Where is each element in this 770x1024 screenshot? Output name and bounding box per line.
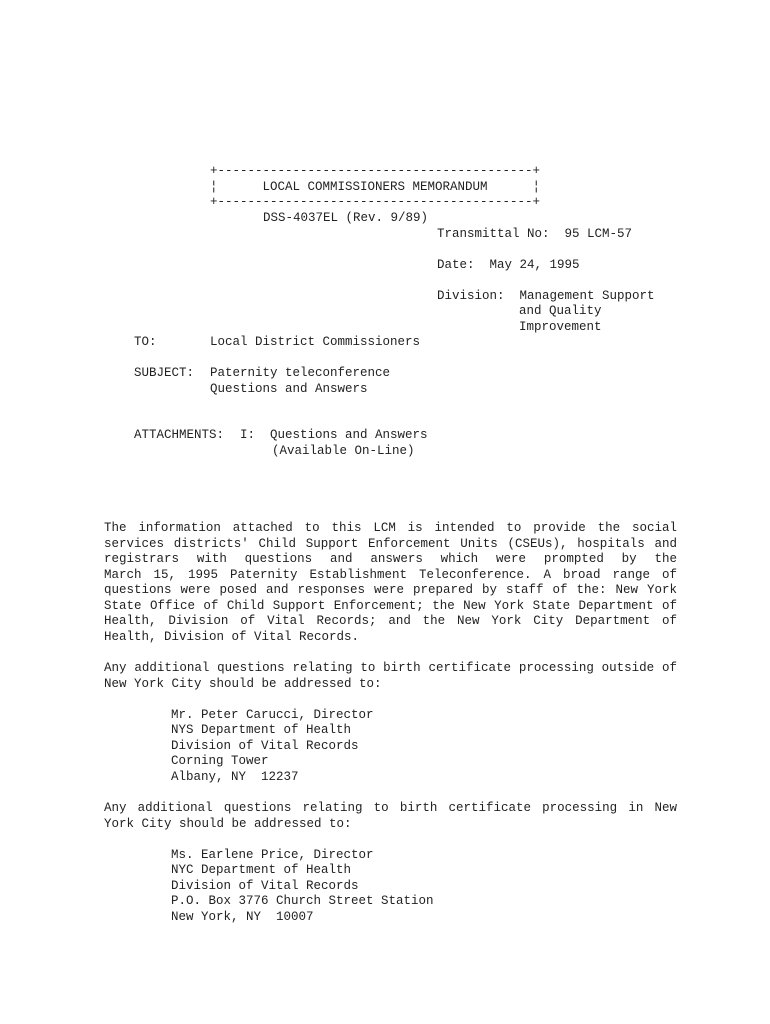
division-line-1: Division: Management Support (437, 289, 655, 303)
transmittal-number: Transmittal No: 95 LCM-57 (437, 227, 633, 241)
paragraph-line: Health, Division of Vital Records. (104, 629, 360, 644)
division-line-2: and Quality (519, 304, 602, 318)
address-2-line: NYC Department of Health (171, 863, 352, 877)
paragraph-line: New York City should be addressed to: (104, 676, 382, 691)
body-paragraph-2 (104, 661, 677, 692)
body-paragraph-1 (104, 521, 677, 645)
paragraph-line: services districts' Child Support Enforcement Units (CSEUs), hospitals and (104, 536, 677, 551)
paragraph-line: State Office of Child Support Enforcement; the New York State Department of (104, 598, 677, 613)
address-1-line: Mr. Peter Carucci, Director (171, 708, 374, 722)
to-value: Local District Commissioners (210, 335, 421, 349)
address-1-line: Albany, NY 12237 (171, 770, 299, 784)
address-1-line: Corning Tower (171, 754, 269, 768)
header-box-bottom-border: +------------------------------------------+ (210, 195, 541, 209)
subject-line-2: Questions and Answers (210, 382, 368, 396)
paragraph-line: registrars with questions and answers which were prompted by the (104, 552, 677, 566)
paragraph-line: questions were posed and responses were prepared by staff of the: New York (104, 583, 677, 597)
to-label: TO: (134, 335, 157, 349)
header-box-top-border: +------------------------------------------+ (210, 164, 541, 178)
address-1-line: NYS Department of Health (171, 723, 352, 737)
paragraph-line: Health, Division of Vital Records; and the New York City Department of (104, 614, 677, 628)
attachments-label: ATTACHMENTS: (134, 428, 225, 442)
address-2-line: P.O. Box 3776 Church Street Station (171, 894, 434, 908)
subject-line-1: Paternity teleconference (210, 366, 391, 380)
attachment-line-2: (Available On-Line) (272, 444, 415, 458)
body-paragraph-3 (104, 801, 677, 832)
memo-date: Date: May 24, 1995 (437, 258, 580, 272)
address-2-line: New York, NY 10007 (171, 910, 314, 924)
address-2-line: Ms. Earlene Price, Director (171, 848, 374, 862)
paragraph-line: York City should be addressed to: (104, 816, 352, 831)
memo-title: ¦ LOCAL COMMISSIONERS MEMORANDUM ¦ (210, 180, 541, 194)
attachment-line-1: I: Questions and Answers (240, 428, 428, 442)
paragraph-line: March 15, 1995 Paternity Establishment Teleconference. A broad range of (104, 567, 677, 582)
paragraph-line: The information attached to this LCM is intended to provide the social (104, 521, 677, 535)
form-number: DSS-4037EL (Rev. 9/89) (263, 211, 429, 225)
division-line-3: Improvement (519, 320, 602, 334)
address-2-line: Division of Vital Records (171, 879, 359, 893)
paragraph-line: Any additional questions relating to birth certificate processing outside of (104, 661, 677, 675)
paragraph-line: Any additional questions relating to birth certificate processing in New (104, 801, 677, 815)
subject-label: SUBJECT: (134, 366, 195, 380)
address-1-line: Division of Vital Records (171, 739, 359, 753)
